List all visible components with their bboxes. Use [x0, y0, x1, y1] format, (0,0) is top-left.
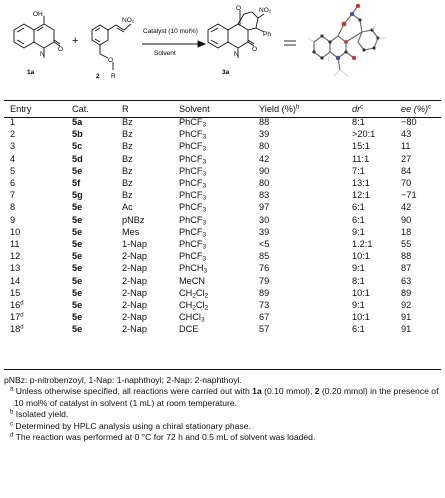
header-dr: $dr^c$	[352, 104, 364, 114]
footnote-d: $^d$ The reaction was performed at 0 °C for 72 h and 0.5 mL of solvent was loaded.	[10, 432, 316, 443]
oh-label: OH	[33, 11, 43, 18]
cell-cat: 5e	[72, 226, 83, 237]
cell-dr: 10:1	[352, 251, 370, 262]
cell-ee: 43	[401, 129, 412, 140]
cell-ee: 27	[401, 153, 412, 164]
cell-r: Bz	[122, 165, 133, 176]
cell-ee: 92	[401, 300, 412, 311]
optimization-table	[4, 103, 441, 336]
table-row	[4, 287, 441, 299]
cell-cat: 5e	[72, 300, 83, 311]
table-row	[4, 140, 441, 152]
cell-yield: 97	[259, 202, 270, 213]
cell-solvent: PhCF$_3$	[179, 178, 207, 190]
table-row	[4, 250, 441, 262]
cell-r: 1-Nap	[122, 239, 148, 250]
cell-entry: 8	[10, 202, 16, 213]
cell-entry: 16$^d$	[10, 300, 24, 311]
cell-cat: 5e	[72, 324, 83, 335]
table-row	[4, 189, 441, 201]
cell-solvent: PhCF$_3$	[179, 190, 207, 202]
header-entry: Entry	[10, 104, 32, 114]
cell-dr: 1.2:1	[352, 239, 373, 250]
cell-dr: 8:1	[352, 117, 365, 127]
cell-cat: 5c	[72, 141, 83, 152]
cell-r: pNBz	[122, 214, 145, 225]
cell-r: Ac	[122, 202, 133, 213]
cell-cat: 5e	[72, 312, 83, 323]
cell-ee: 11	[401, 141, 411, 152]
cell-ee: 91	[401, 324, 412, 335]
cell-yield: 90	[259, 165, 270, 176]
cell-entry: 5	[10, 165, 16, 176]
table-row	[4, 262, 441, 274]
cell-ee: 90	[401, 214, 412, 225]
table-row	[4, 177, 441, 189]
benzo-ring-1a	[14, 24, 34, 48]
cell-yield: 67	[259, 312, 270, 323]
cell-cat: 5e	[72, 165, 83, 176]
cell-r: 2-Nap	[122, 287, 148, 298]
cell-entry: 17$^d$	[10, 312, 24, 323]
cell-yield: 57	[259, 324, 270, 335]
cell-yield: 76	[259, 263, 270, 274]
cell-entry: 10	[10, 226, 21, 237]
table-row	[4, 238, 441, 250]
cell-dr: 8:1	[352, 275, 365, 286]
cell-dr: 12:1	[352, 190, 370, 201]
cell-dr: 7:1	[352, 165, 365, 176]
table-row	[4, 201, 441, 213]
cell-dr: 6:1	[352, 214, 365, 225]
cell-solvent: MeCN	[179, 275, 206, 286]
cell-dr: 13:1	[352, 178, 370, 189]
header-ee: ee (%)$^c$	[401, 104, 432, 114]
header-solvent: Solvent	[179, 104, 210, 114]
label-1a: 1a	[27, 69, 35, 76]
cell-dr: 9:1	[352, 263, 365, 274]
catalyst-label: Catalyst (10 mol%)	[143, 28, 198, 35]
cell-cat: 5e	[72, 287, 83, 298]
table-row	[4, 275, 441, 287]
cell-ee: 84	[401, 165, 412, 176]
cell-ee: 88	[401, 251, 412, 262]
cell-dr: 6:1	[352, 324, 365, 335]
cell-r: 2-Nap	[122, 324, 148, 335]
cell-ee: 91	[401, 312, 412, 323]
n-label-3a: N	[234, 51, 239, 58]
scheme-drawing	[0, 0, 445, 92]
cell-r: Mes	[122, 226, 140, 237]
cell-cat: 5f	[72, 178, 81, 189]
cell-entry: 7	[10, 190, 16, 201]
cell-cat: 5b	[72, 129, 83, 140]
cell-dr: 11:1	[352, 153, 370, 164]
cell-dr: 6:1	[352, 202, 365, 213]
cell-cat: 5e	[72, 251, 83, 262]
header-r: R	[122, 104, 129, 114]
cell-yield: 85	[259, 251, 270, 262]
cell-yield: 39	[259, 129, 270, 140]
o-label-1a: O	[58, 46, 64, 53]
cell-solvent: $CH_2Cl_2$	[179, 287, 209, 300]
o-label-3a-carbonyl: O	[252, 46, 258, 53]
header-cat: Cat.	[72, 104, 89, 114]
cell-dr: 9:1	[352, 300, 365, 311]
cell-entry: 13	[10, 263, 21, 274]
cell-ee: 70	[401, 178, 412, 189]
cell-yield: 42	[259, 153, 270, 164]
footnote-abbreviations: pNBz: p-nitrobenzoyl, 1-Nap: 1-naphthoyl; 2-Nap: 2-naphthoyl.	[4, 375, 242, 385]
o-label-3a: O	[236, 5, 242, 12]
table-footnotes	[4, 375, 441, 443]
cell-dr: 10:1	[352, 287, 370, 298]
cell-ee: −80	[401, 117, 417, 127]
table-row	[4, 128, 441, 140]
cell-solvent: $CH_2Cl_2$	[179, 300, 209, 312]
cell-entry: 2	[10, 129, 16, 140]
cell-cat: 5e	[72, 275, 83, 286]
crystal-structure-image	[308, 4, 386, 76]
table-bottom-rule	[4, 369, 441, 370]
table-header-row	[4, 103, 441, 116]
cell-cat: 5e	[72, 214, 83, 225]
cell-solvent: DCE	[179, 324, 199, 335]
cell-entry: 9	[10, 214, 16, 225]
cell-solvent: PhCF$_3$	[179, 153, 207, 166]
cell-yield: 39	[259, 226, 270, 237]
cell-solvent: PhCF$_3$	[179, 165, 207, 178]
footnote-a: $^a$ Unless otherwise specified, all reactions were carried out with 1a (0.10 mmol), 2 (0.20 mmol) in the presence of 10 mol% of catalyst in solvent (1 mL) at room temperature.	[10, 386, 439, 408]
label-2: 2	[96, 73, 100, 80]
cell-solvent: PhCF$_3$	[179, 251, 207, 263]
footnote-b: $^b$ Isolated yield.	[10, 409, 69, 420]
cell-ee: 55	[401, 239, 412, 250]
cell-solvent: PhCF$_3$	[179, 239, 207, 251]
cell-yield: 89	[259, 287, 270, 298]
no2-label-2: NO₂	[122, 17, 135, 24]
cell-entry: 15	[10, 287, 21, 298]
cell-entry: 14	[10, 275, 21, 286]
cell-yield: 73	[259, 300, 270, 311]
cell-r: Bz	[122, 141, 133, 152]
cell-solvent: PhCF$_3$	[179, 117, 207, 129]
cell-r: 2-Nap	[122, 251, 148, 262]
cell-dr: 15:1	[352, 141, 370, 152]
cell-solvent: PhCF$_3$	[179, 202, 207, 214]
table-row	[4, 214, 441, 226]
cell-ee: 89	[401, 287, 412, 298]
reaction-scheme	[0, 0, 445, 92]
ph-label-3a: Ph	[263, 31, 271, 38]
solvent-label: Solvent	[154, 50, 176, 57]
no2-label-3a: NO₂	[259, 7, 272, 14]
table-row	[4, 226, 441, 238]
cell-r: Bz	[122, 178, 133, 189]
plus-sign: +	[72, 35, 79, 47]
cell-r: 2-Nap	[122, 275, 148, 286]
footnote-c: $^c$ Determined by HPLC analysis using a chiral stationary phase.	[10, 420, 251, 431]
cell-entry: 6	[10, 178, 16, 189]
o-label-2: O	[108, 57, 114, 64]
cell-r: Bz	[122, 117, 133, 127]
cell-yield: 80	[259, 141, 270, 152]
cell-r: 2-Nap	[122, 300, 148, 311]
cell-r: 2-Nap	[122, 263, 148, 274]
table-row	[4, 311, 441, 323]
cell-solvent: PhCF$_3$	[179, 141, 207, 153]
cell-ee: 42	[401, 202, 412, 213]
cell-ee: −71	[401, 190, 417, 201]
cell-solvent: PhCF$_3$	[179, 226, 207, 239]
cell-yield: 79	[259, 275, 270, 286]
cell-entry: 18$^d$	[10, 324, 24, 335]
cell-yield: 88	[259, 117, 270, 127]
cell-r: Bz	[122, 190, 133, 201]
table-row	[4, 165, 441, 177]
cell-r: 2-Nap	[122, 312, 148, 323]
cell-yield: <5	[259, 239, 270, 250]
cell-entry: 11	[10, 239, 20, 250]
cell-solvent: PhCF$_3$	[179, 129, 207, 141]
n-label-1a: N	[40, 51, 45, 58]
cell-yield: 30	[259, 214, 270, 225]
label-3a: 3a	[222, 69, 230, 76]
cell-cat: 5e	[72, 202, 83, 213]
cell-cat: 5g	[72, 190, 83, 201]
cell-solvent: CHCl$_3$	[179, 312, 205, 324]
table-row	[4, 116, 441, 128]
cell-dr: 9:1	[352, 226, 365, 237]
cell-entry: 1	[10, 117, 16, 127]
table-row	[4, 299, 441, 311]
cell-solvent: PhCH$_3$	[179, 263, 208, 275]
cell-ee: 63	[401, 275, 412, 286]
cell-entry: 12	[10, 251, 21, 262]
table-row	[4, 323, 441, 335]
cell-dr: 10:1	[352, 312, 370, 323]
cell-r: Bz	[122, 129, 133, 140]
cell-cat: 5d	[72, 153, 83, 164]
cell-solvent: PhCF$_3$	[179, 214, 207, 227]
cell-dr: >20:1	[352, 129, 376, 140]
header-yield: Yield (%)$^b$	[259, 104, 300, 114]
r-label-2: R	[111, 73, 116, 80]
cell-r: Bz	[122, 153, 133, 164]
table-row	[4, 153, 441, 165]
cell-cat: 5e	[72, 239, 83, 250]
cell-cat: 5e	[72, 263, 83, 274]
cell-ee: 87	[401, 263, 412, 274]
cell-yield: 80	[259, 178, 270, 189]
cell-entry: 3	[10, 141, 16, 152]
cell-ee: 18	[401, 226, 412, 237]
benzo-ring-3a	[208, 24, 228, 48]
pyridone-ring-1a	[34, 24, 54, 48]
cell-yield: 83	[259, 190, 270, 201]
cell-entry: 4	[10, 153, 16, 164]
cell-cat: 5a	[72, 117, 83, 127]
table-body	[4, 116, 441, 336]
table-top-rule	[4, 100, 441, 101]
